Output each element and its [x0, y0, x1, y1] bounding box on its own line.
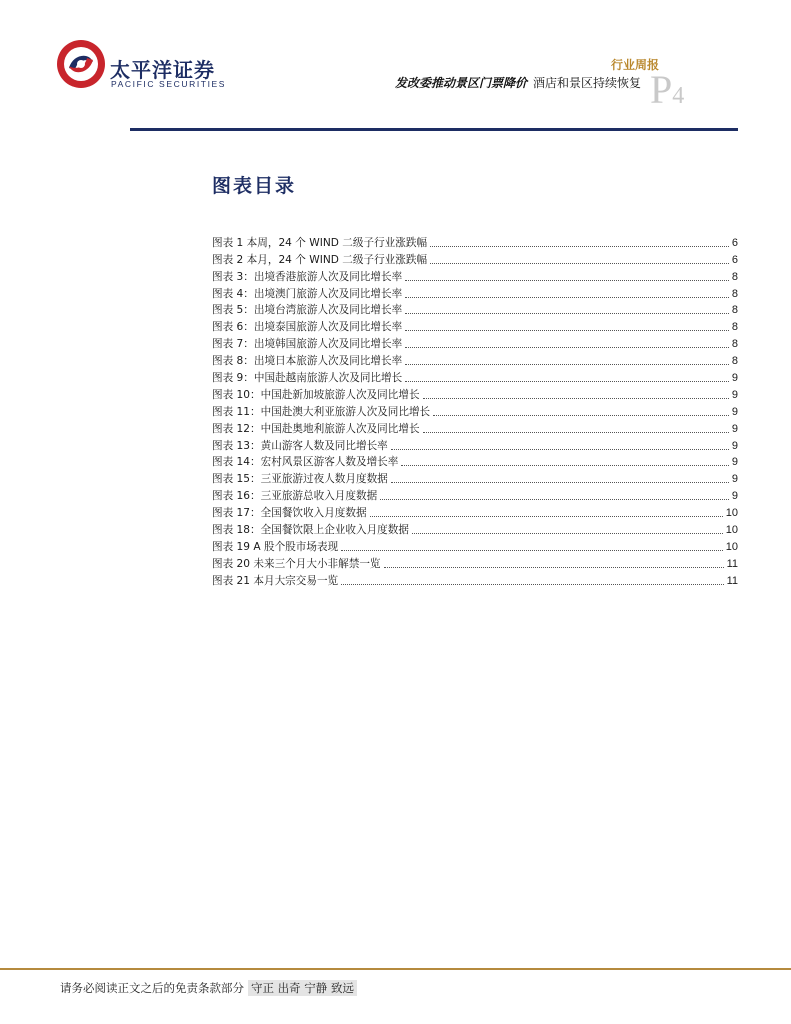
- toc-entry-page: 10: [725, 540, 738, 553]
- toc-entry-page: 10: [725, 507, 738, 520]
- toc-entry-page: 10: [725, 524, 738, 537]
- toc-entry[interactable]: [212, 301, 738, 318]
- toc-entry-title: 图表 10：中国赴新加坡旅游人次及同比增长: [212, 388, 420, 401]
- toc-entry-title: 图表 15：三亚旅游过夜人数月度数据: [212, 473, 388, 486]
- toc-entry[interactable]: [212, 351, 738, 368]
- toc-entry-page: 9: [731, 372, 738, 385]
- toc-entry[interactable]: [212, 233, 738, 250]
- toc-entry-title: 图表 11：中国赴澳大利亚旅游人次及同比增长: [212, 405, 431, 418]
- page-number: 4: [672, 83, 685, 109]
- toc-entry[interactable]: [212, 402, 738, 419]
- toc-leader-dots: [370, 516, 723, 517]
- toc-leader-dots: [430, 263, 729, 264]
- report-type: 行业周报: [610, 58, 659, 72]
- toc-entry-page: 9: [731, 388, 738, 401]
- toc-entry[interactable]: [212, 520, 738, 537]
- toc-entry[interactable]: [212, 419, 738, 436]
- toc-leader-dots: [405, 364, 729, 365]
- toc-entry-title: 图表 5：出境台湾旅游人次及同比增长率: [212, 304, 403, 317]
- toc-entry-title: 图表 1 本周，24 个 WIND 二级子行业涨跌幅: [212, 236, 428, 249]
- toc-entry-page: 9: [731, 439, 738, 452]
- toc-entry-page: 8: [731, 338, 738, 351]
- toc-entry[interactable]: [212, 486, 738, 503]
- toc-entry-title: 图表 8：出境日本旅游人次及同比增长率: [212, 355, 403, 368]
- toc-entry-title: 图表 19 A 股个股市场表现: [212, 540, 339, 553]
- toc-entry[interactable]: [212, 250, 738, 267]
- toc-entry[interactable]: [212, 469, 738, 486]
- toc-entry-page: 9: [731, 473, 738, 486]
- toc-entry-page: 8: [731, 321, 738, 334]
- footer-disclaimer: 请务必阅读正文之后的免责条款部分: [60, 981, 244, 995]
- toc-entry[interactable]: [212, 453, 738, 470]
- toc-entry-page: 6: [731, 253, 738, 266]
- page-marker: [650, 66, 684, 113]
- report-title: [395, 74, 641, 91]
- toc-entry[interactable]: [212, 537, 738, 554]
- toc-entry-page: 8: [731, 287, 738, 300]
- toc-leader-dots: [391, 482, 729, 483]
- toc-entry-page: 9: [731, 405, 738, 418]
- toc-entry-title: 图表 7：出境韩国旅游人次及同比增长率: [212, 338, 403, 351]
- toc-entry-page: 9: [731, 456, 738, 469]
- toc-leader-dots: [341, 584, 723, 585]
- toc-entry[interactable]: [212, 334, 738, 351]
- report-title-sub: 酒店和景区持续恢复: [532, 76, 641, 90]
- toc-entry-page: 9: [731, 490, 738, 503]
- brand-name-en: PACIFIC SECURITIES: [111, 79, 227, 89]
- toc-entry-title: 图表 16：三亚旅游总收入月度数据: [212, 490, 378, 503]
- toc-entry-page: 11: [726, 557, 738, 570]
- toc-leader-dots: [341, 550, 723, 551]
- toc-heading: 图表目录: [212, 175, 297, 197]
- toc-leader-dots: [433, 415, 729, 416]
- toc-entry-title: 图表 21 本月大宗交易一览: [212, 574, 339, 587]
- toc-entry[interactable]: [212, 571, 738, 588]
- toc-entry-title: 图表 12：中国赴奥地利旅游人次及同比增长: [212, 422, 420, 435]
- toc-entry[interactable]: [212, 503, 738, 520]
- toc-entry-page: 6: [731, 236, 738, 249]
- toc-entry[interactable]: [212, 554, 738, 571]
- brand-name-cn: 太平洋证券: [110, 58, 215, 82]
- toc-entry-page: 8: [731, 355, 738, 368]
- toc-leader-dots: [405, 280, 729, 281]
- report-title-main: 发改委推动景区门票降价: [394, 76, 527, 90]
- toc-leader-dots: [412, 533, 723, 534]
- footer-motto: 守正 出奇 宁静 致远: [248, 980, 357, 996]
- toc-entry[interactable]: [212, 284, 738, 301]
- toc-entry[interactable]: [212, 436, 738, 453]
- toc-entry-title: 图表 2 本月，24 个 WIND 二级子行业涨跌幅: [212, 253, 428, 266]
- toc-leader-dots: [405, 313, 729, 314]
- toc-leader-dots: [384, 567, 724, 568]
- toc-entry-title: 图表 4：出境澳门旅游人次及同比增长率: [212, 287, 403, 300]
- toc-leader-dots: [380, 499, 729, 500]
- toc-list: [212, 233, 738, 588]
- toc-entry-title: 图表 17：全国餐饮收入月度数据: [212, 507, 367, 520]
- toc-leader-dots: [430, 246, 729, 247]
- toc-leader-dots: [405, 297, 729, 298]
- toc-entry-title: 图表 18：全国餐饮限上企业收入月度数据: [212, 524, 409, 537]
- footer: [60, 980, 357, 996]
- toc-entry[interactable]: [212, 317, 738, 334]
- toc-leader-dots: [401, 465, 729, 466]
- toc-entry-title: 图表 13：黄山游客人数及同比增长率: [212, 439, 388, 452]
- toc-leader-dots: [423, 398, 729, 399]
- toc-entry[interactable]: [212, 368, 738, 385]
- toc-entry-page: 8: [731, 304, 738, 317]
- toc-leader-dots: [405, 381, 729, 382]
- toc-leader-dots: [405, 347, 729, 348]
- header-divider: [130, 128, 738, 131]
- pacific-securities-logo-icon: [55, 38, 107, 90]
- toc-leader-dots: [391, 449, 729, 450]
- toc-leader-dots: [423, 432, 729, 433]
- toc-entry-title: 图表 6：出境泰国旅游人次及同比增长率: [212, 321, 403, 334]
- toc-leader-dots: [405, 330, 729, 331]
- toc-entry-page: 8: [731, 270, 738, 283]
- footer-divider: [0, 968, 791, 970]
- toc-entry[interactable]: [212, 267, 738, 284]
- toc-entry-title: 图表 14：宏村风景区游客人数及增长率: [212, 456, 399, 469]
- toc-entry-page: 11: [726, 574, 738, 587]
- toc-entry-title: 图表 9：中国赴越南旅游人次及同比增长: [212, 372, 403, 385]
- toc-entry[interactable]: [212, 385, 738, 402]
- toc-entry-page: 9: [731, 422, 738, 435]
- toc-entry-title: 图表 3：出境香港旅游人次及同比增长率: [212, 270, 403, 283]
- page-letter: P: [650, 67, 673, 112]
- toc-entry-title: 图表 20 未来三个月大小非解禁一览: [212, 557, 381, 570]
